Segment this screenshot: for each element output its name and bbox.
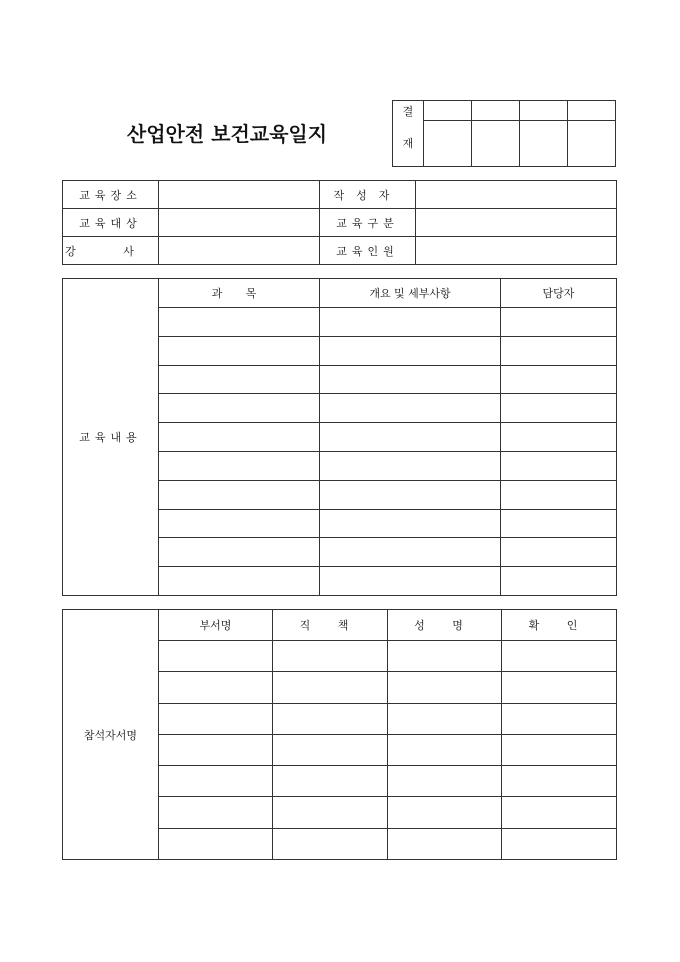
approval-sign-cell[interactable]	[568, 121, 616, 167]
attendee-cell[interactable]	[388, 797, 502, 828]
attendee-table	[62, 609, 617, 860]
content-cell[interactable]	[320, 567, 501, 596]
target-field[interactable]	[159, 209, 320, 237]
attendee-cell[interactable]	[388, 672, 502, 703]
content-cell[interactable]	[320, 480, 501, 509]
content-cell[interactable]	[501, 480, 617, 509]
content-cell[interactable]	[159, 509, 320, 538]
content-cell[interactable]	[159, 308, 320, 337]
content-cell[interactable]	[159, 365, 320, 394]
attendee-cell[interactable]	[502, 703, 617, 734]
approval-sign-cell[interactable]	[424, 121, 472, 167]
info-table	[62, 180, 617, 265]
approval-sign-cell[interactable]	[472, 121, 520, 167]
content-section-label: 교육내용	[63, 279, 159, 596]
attendee-header-1: 직 책	[273, 610, 388, 641]
attendee-cell[interactable]	[388, 766, 502, 797]
attendee-cell[interactable]	[159, 703, 273, 734]
attendee-cell[interactable]	[159, 672, 273, 703]
attendee-header-2: 성 명	[388, 610, 502, 641]
attendee-header-0: 부서명	[159, 610, 273, 641]
attendee-cell[interactable]	[273, 703, 388, 734]
content-cell[interactable]	[501, 336, 617, 365]
content-cell[interactable]	[320, 423, 501, 452]
content-cell[interactable]	[159, 480, 320, 509]
content-cell[interactable]	[501, 365, 617, 394]
content-cell[interactable]	[159, 423, 320, 452]
content-cell[interactable]	[501, 451, 617, 480]
content-cell[interactable]	[320, 308, 501, 337]
content-cell[interactable]	[159, 451, 320, 480]
content-cell[interactable]	[501, 308, 617, 337]
instructor-label: 강 사	[63, 237, 159, 265]
content-cell[interactable]	[159, 394, 320, 423]
author-field[interactable]	[416, 181, 617, 209]
target-label: 교육대상	[63, 209, 159, 237]
attendee-cell[interactable]	[273, 641, 388, 672]
content-cell[interactable]	[320, 451, 501, 480]
attendee-cell[interactable]	[388, 641, 502, 672]
attendee-cell[interactable]	[502, 797, 617, 828]
content-cell[interactable]	[159, 336, 320, 365]
approval-box	[392, 100, 616, 167]
attendee-cell[interactable]	[273, 766, 388, 797]
author-label: 작성자	[320, 181, 416, 209]
approval-label-top: 결	[393, 101, 424, 121]
attendee-cell[interactable]	[273, 828, 388, 859]
approval-sign-cell[interactable]	[520, 121, 568, 167]
content-header-2: 담당자	[501, 279, 617, 308]
content-cell[interactable]	[320, 538, 501, 567]
attendee-cell[interactable]	[159, 766, 273, 797]
attendee-cell[interactable]	[159, 797, 273, 828]
attendee-cell[interactable]	[273, 797, 388, 828]
attendee-cell[interactable]	[388, 734, 502, 765]
attendee-cell[interactable]	[502, 641, 617, 672]
attendee-cell[interactable]	[159, 828, 273, 859]
approval-header-cell[interactable]	[520, 101, 568, 121]
content-cell[interactable]	[501, 423, 617, 452]
attendee-cell[interactable]	[273, 734, 388, 765]
attendee-cell[interactable]	[388, 828, 502, 859]
content-cell[interactable]	[159, 538, 320, 567]
content-header-1: 개요 및 세부사항	[320, 279, 501, 308]
content-cell[interactable]	[159, 567, 320, 596]
approval-header-cell[interactable]	[472, 101, 520, 121]
attendee-section-label: 참석자서명	[63, 610, 159, 860]
attendee-cell[interactable]	[502, 766, 617, 797]
attendee-cell[interactable]	[159, 734, 273, 765]
attendee-cell[interactable]	[502, 734, 617, 765]
attendee-cell[interactable]	[273, 672, 388, 703]
content-cell[interactable]	[320, 365, 501, 394]
content-cell[interactable]	[501, 509, 617, 538]
attendee-cell[interactable]	[159, 641, 273, 672]
content-cell[interactable]	[320, 336, 501, 365]
approval-header-cell[interactable]	[568, 101, 616, 121]
content-cell[interactable]	[501, 567, 617, 596]
content-cell[interactable]	[320, 509, 501, 538]
attendee-cell[interactable]	[388, 703, 502, 734]
attendee-cell[interactable]	[502, 672, 617, 703]
content-cell[interactable]	[501, 538, 617, 567]
content-header-0: 과 목	[159, 279, 320, 308]
content-table	[62, 278, 617, 596]
content-cell[interactable]	[501, 394, 617, 423]
headcount-field[interactable]	[416, 237, 617, 265]
headcount-label: 교육인원	[320, 237, 416, 265]
approval-label-bottom: 재	[393, 121, 424, 167]
page-title: 산업안전 보건교육일지	[126, 122, 328, 146]
attendee-header-3: 확 인	[502, 610, 617, 641]
attendee-cell[interactable]	[502, 828, 617, 859]
category-label: 교육구분	[320, 209, 416, 237]
approval-header-cell[interactable]	[424, 101, 472, 121]
place-label: 교육장소	[63, 181, 159, 209]
content-cell[interactable]	[320, 394, 501, 423]
place-field[interactable]	[159, 181, 320, 209]
instructor-field[interactable]	[159, 237, 320, 265]
category-field[interactable]	[416, 209, 617, 237]
